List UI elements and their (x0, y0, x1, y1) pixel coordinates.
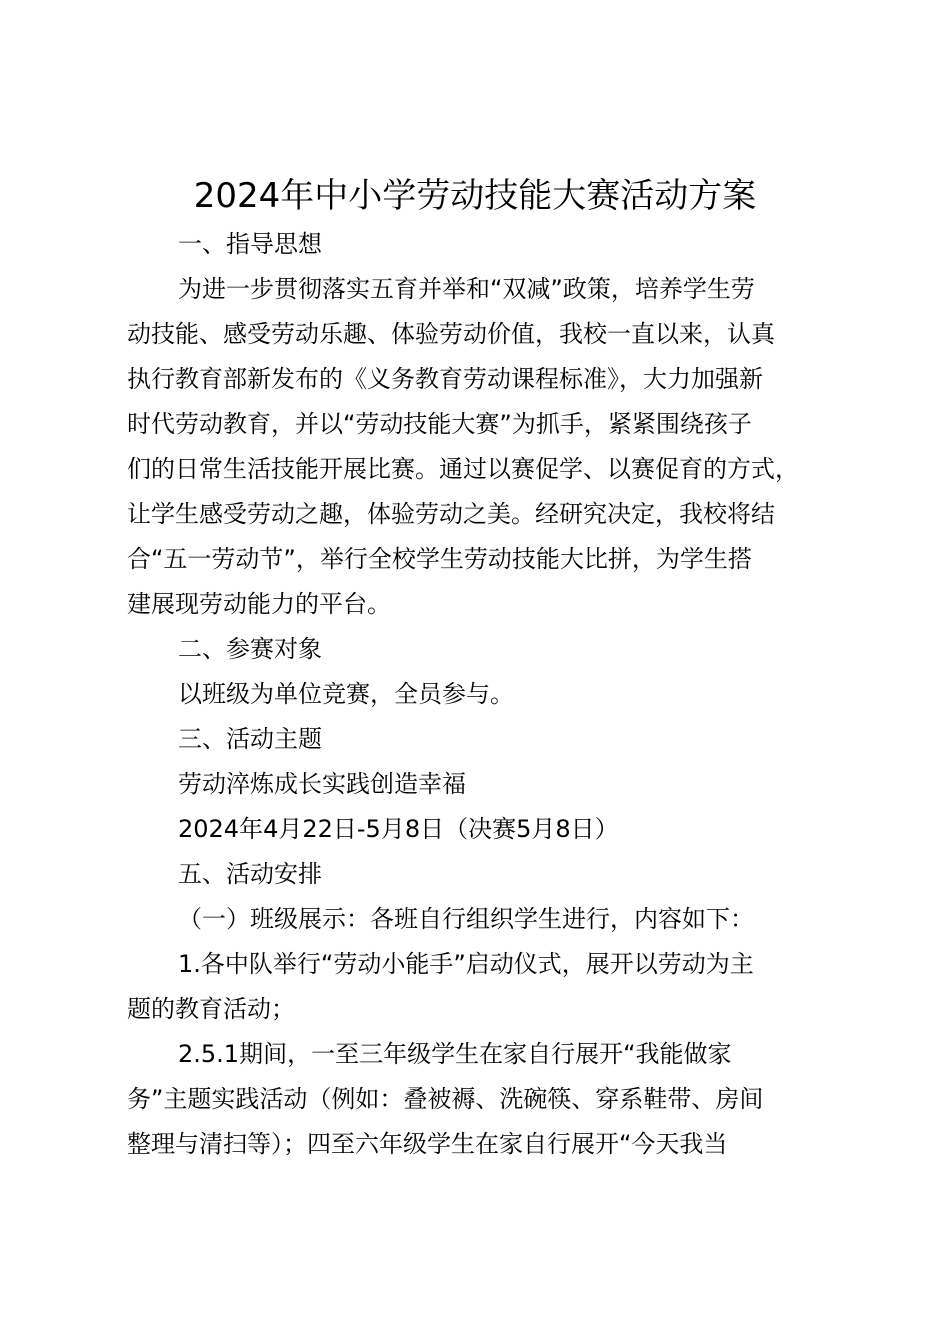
paragraph-line: 建展现劳动能力的平台。 (127, 590, 391, 618)
paragraph-line: 2.5.1期间，一至三年级学生在家自行展开“我能做家 (178, 1040, 732, 1068)
paragraph-line: 劳动淬炼成长实践创造幸福 (178, 770, 466, 798)
paragraph-line: 为进一步贯彻落实五育并举和“双减”政策，培养学生劳 (178, 275, 755, 303)
paragraph-line: （一）班级展示：各班自行组织学生进行，内容如下： (178, 905, 754, 933)
section-heading-arrangement: 五、活动安排 (178, 860, 322, 888)
section-heading-theme: 三、活动主题 (178, 725, 322, 753)
section-heading-guiding-ideology: 一、指导思想 (178, 230, 322, 258)
paragraph-line: 时代劳动教育，并以“劳动技能大赛”为抓手，紧紧围绕孩子 (127, 410, 752, 438)
paragraph-line: 整理与清扫等）；四至六年级学生在家自行展开“今天我当 (127, 1130, 728, 1158)
document-body (127, 222, 847, 1167)
paragraph-line: 务”主题实践活动（例如：叠被褥、洗碗筷、穿系鞋带、房间 (127, 1085, 764, 1113)
paragraph-line: 动技能、感受劳动乐趣、体验劳动价值，我校一直以来，认真 (127, 320, 775, 348)
paragraph-line: 执行教育部新发布的《义务教育劳动课程标准》，大力加强新 (127, 365, 763, 393)
paragraph-line: 以班级为单位竞赛，全员参与。 (178, 680, 514, 708)
paragraph-line: 1.各中队举行“劳动小能手”启动仪式，展开以劳动为主 (178, 950, 754, 978)
paragraph-line: 2024年4月22日-5月8日（决赛5月8日） (178, 815, 619, 843)
section-heading-participants: 二、参赛对象 (178, 635, 322, 663)
paragraph-line: 们的日常生活技能开展比赛。通过以赛促学、以赛促育的方式， (127, 455, 799, 483)
paragraph-line: 题的教育活动； (127, 995, 295, 1023)
paragraph-line: 让学生感受劳动之趣，体验劳动之美。经研究决定，我校将结 (127, 500, 775, 528)
paragraph-line: 合“五一劳动节”，举行全校学生劳动技能大比拼，为学生搭 (127, 545, 752, 573)
document-title: 2024年中小学劳动技能大赛活动方案 (193, 176, 757, 216)
